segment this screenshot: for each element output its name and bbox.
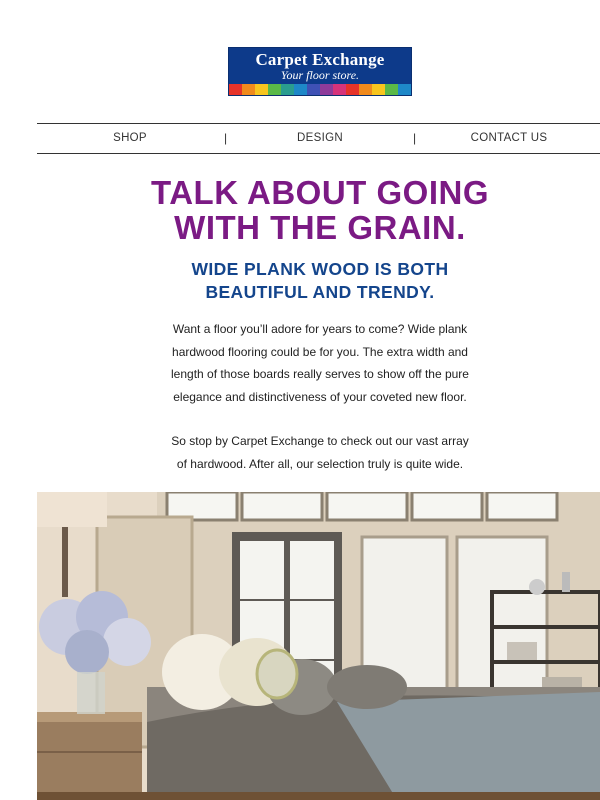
headline-line-1: TALK ABOUT GOING [151, 174, 489, 211]
subheadline-line-1: WIDE PLANK WOOD IS BOTH [191, 259, 449, 279]
logo-stripe [372, 84, 385, 95]
body-line: hardwood flooring could be for you. The extra width and [172, 344, 468, 359]
logo-stripe [255, 84, 268, 95]
logo-stripe [307, 84, 320, 95]
body-paragraph-2 [0, 430, 600, 475]
page-headline [0, 175, 600, 245]
nav-contact-us-link[interactable]: CONTACT US [470, 132, 548, 144]
logo-stripe [359, 84, 372, 95]
nav-shop-link[interactable]: SHOP [113, 132, 147, 144]
body-line: of hardwood. After all, our selection truly is quite wide. [176, 456, 464, 471]
logo-stripe [229, 84, 242, 95]
page-subheadline [0, 258, 600, 304]
top-nav [37, 123, 600, 154]
body-line: So stop by Carpet Exchange to check out our vast array [171, 434, 469, 448]
hero-bedroom-image[interactable] [37, 492, 600, 800]
logo-stripe [385, 84, 398, 95]
logo-stripe [268, 84, 281, 95]
logo-stripe [281, 84, 294, 95]
nav-separator: | [224, 131, 228, 145]
logo-stripe [398, 84, 411, 95]
headline-line-2: WITH THE GRAIN. [174, 209, 466, 246]
body-line: elegance and distinctiveness of your coveted new floor. [173, 389, 467, 404]
subheadline-line-2: BEAUTIFUL AND TRENDY. [205, 282, 435, 302]
nav-separator: | [413, 131, 417, 145]
carpet-exchange-logo[interactable] [228, 47, 412, 96]
logo-stripe [320, 84, 333, 95]
body-line: Want a floor you’ll adore for years to come? Wide plank [172, 322, 468, 336]
logo-stripe [346, 84, 359, 95]
body-line: length of those boards really serves to show off the pure [171, 367, 469, 381]
logo-name: Carpet Exchange [255, 50, 385, 69]
body-paragraph-1 [0, 318, 600, 408]
bedroom-illustration [37, 492, 600, 800]
logo-stripe [333, 84, 346, 95]
nav-design-link[interactable]: DESIGN [297, 132, 343, 144]
logo-stripe [294, 84, 307, 95]
logo-color-stripes [229, 84, 411, 95]
logo-stripe [242, 84, 255, 95]
logo-tagline: Your floor store. [280, 68, 360, 82]
